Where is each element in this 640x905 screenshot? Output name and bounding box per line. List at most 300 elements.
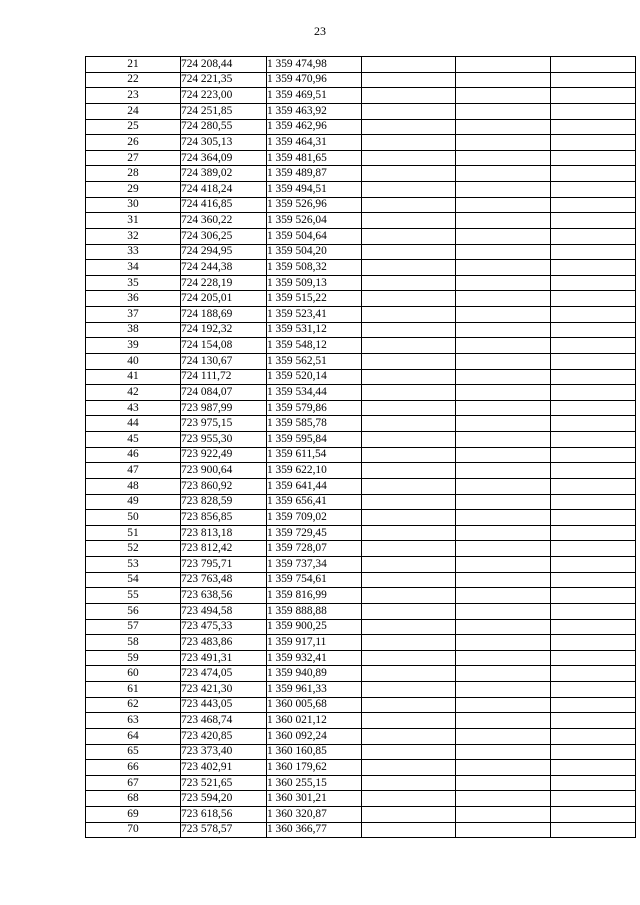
- empty-cell: [551, 244, 636, 260]
- empty-cell: [456, 603, 551, 619]
- empty-cell: [456, 244, 551, 260]
- empty-cell: [456, 213, 551, 229]
- empty-cell: [551, 713, 636, 729]
- x-coordinate-cell: 724 205,01: [181, 291, 267, 307]
- x-coordinate-cell: 723 813,18: [181, 525, 267, 541]
- table-row: [86, 72, 636, 88]
- point-number-cell: 50: [86, 510, 181, 526]
- point-number-cell: 42: [86, 385, 181, 401]
- point-number-cell: 60: [86, 666, 181, 682]
- empty-cell: [551, 603, 636, 619]
- empty-cell: [362, 760, 456, 776]
- table-row: [86, 135, 636, 151]
- y-coordinate-cell: 1 359 562,51: [267, 353, 362, 369]
- y-coordinate-cell: 1 359 595,84: [267, 432, 362, 448]
- empty-cell: [551, 182, 636, 198]
- empty-cell: [362, 791, 456, 807]
- point-number-cell: 58: [86, 635, 181, 651]
- empty-cell: [456, 103, 551, 119]
- empty-cell: [551, 166, 636, 182]
- x-coordinate-cell: 723 402,91: [181, 760, 267, 776]
- empty-cell: [456, 666, 551, 682]
- x-coordinate-cell: 723 860,92: [181, 478, 267, 494]
- table-row: [86, 760, 636, 776]
- y-coordinate-cell: 1 359 534,44: [267, 385, 362, 401]
- table-row: [86, 775, 636, 791]
- empty-cell: [456, 72, 551, 88]
- point-number-cell: 34: [86, 260, 181, 276]
- table-row: [86, 650, 636, 666]
- x-coordinate-cell: 724 221,35: [181, 72, 267, 88]
- empty-cell: [362, 166, 456, 182]
- table-row: [86, 666, 636, 682]
- point-number-cell: 31: [86, 213, 181, 229]
- empty-cell: [362, 182, 456, 198]
- x-coordinate-cell: 723 420,85: [181, 728, 267, 744]
- empty-cell: [551, 588, 636, 604]
- empty-cell: [456, 775, 551, 791]
- point-number-cell: 30: [86, 197, 181, 213]
- empty-cell: [456, 338, 551, 354]
- table-row: [86, 275, 636, 291]
- table-row: [86, 244, 636, 260]
- point-number-cell: 61: [86, 682, 181, 698]
- empty-cell: [456, 432, 551, 448]
- y-coordinate-cell: 1 359 520,14: [267, 369, 362, 385]
- empty-cell: [362, 291, 456, 307]
- empty-cell: [456, 713, 551, 729]
- empty-cell: [456, 369, 551, 385]
- empty-cell: [362, 478, 456, 494]
- y-coordinate-cell: 1 360 021,12: [267, 713, 362, 729]
- page-number: 23: [314, 24, 326, 38]
- point-number-cell: 25: [86, 119, 181, 135]
- empty-cell: [551, 650, 636, 666]
- point-number-cell: 35: [86, 275, 181, 291]
- empty-cell: [362, 463, 456, 479]
- empty-cell: [362, 119, 456, 135]
- empty-cell: [362, 416, 456, 432]
- empty-cell: [551, 416, 636, 432]
- y-coordinate-cell: 1 359 579,86: [267, 400, 362, 416]
- y-coordinate-cell: 1 359 709,02: [267, 510, 362, 526]
- y-coordinate-cell: 1 359 463,92: [267, 103, 362, 119]
- empty-cell: [362, 307, 456, 323]
- empty-cell: [362, 57, 456, 73]
- point-number-cell: 28: [86, 166, 181, 182]
- table-row: [86, 525, 636, 541]
- y-coordinate-cell: 1 359 531,12: [267, 322, 362, 338]
- empty-cell: [551, 572, 636, 588]
- x-coordinate-cell: 723 638,56: [181, 588, 267, 604]
- x-coordinate-cell: 723 521,65: [181, 775, 267, 791]
- point-number-cell: 66: [86, 760, 181, 776]
- point-number-cell: 62: [86, 697, 181, 713]
- empty-cell: [362, 103, 456, 119]
- point-number-cell: 29: [86, 182, 181, 198]
- y-coordinate-cell: 1 359 656,41: [267, 494, 362, 510]
- table-row: [86, 588, 636, 604]
- table-row: [86, 228, 636, 244]
- empty-cell: [551, 385, 636, 401]
- empty-cell: [551, 291, 636, 307]
- table-row: [86, 353, 636, 369]
- empty-cell: [551, 619, 636, 635]
- point-number-cell: 48: [86, 478, 181, 494]
- point-number-cell: 68: [86, 791, 181, 807]
- empty-cell: [551, 338, 636, 354]
- empty-cell: [362, 728, 456, 744]
- x-coordinate-cell: 724 223,00: [181, 88, 267, 104]
- y-coordinate-cell: 1 359 548,12: [267, 338, 362, 354]
- y-coordinate-cell: 1 359 504,20: [267, 244, 362, 260]
- empty-cell: [456, 760, 551, 776]
- x-coordinate-cell: 724 228,19: [181, 275, 267, 291]
- empty-cell: [456, 807, 551, 823]
- point-number-cell: 22: [86, 72, 181, 88]
- empty-cell: [551, 478, 636, 494]
- x-coordinate-cell: 723 922,49: [181, 447, 267, 463]
- empty-cell: [456, 525, 551, 541]
- y-coordinate-cell: 1 359 464,31: [267, 135, 362, 151]
- y-coordinate-cell: 1 360 366,77: [267, 822, 362, 838]
- empty-cell: [456, 635, 551, 651]
- point-number-cell: 33: [86, 244, 181, 260]
- empty-cell: [456, 353, 551, 369]
- x-coordinate-cell: 723 594,20: [181, 791, 267, 807]
- table-row: [86, 494, 636, 510]
- x-coordinate-cell: 723 955,30: [181, 432, 267, 448]
- table-row: [86, 791, 636, 807]
- table-row: [86, 322, 636, 338]
- table-row: [86, 744, 636, 760]
- empty-cell: [456, 400, 551, 416]
- empty-cell: [362, 807, 456, 823]
- x-coordinate-cell: 723 421,30: [181, 682, 267, 698]
- x-coordinate-cell: 724 192,32: [181, 322, 267, 338]
- empty-cell: [362, 197, 456, 213]
- empty-cell: [362, 338, 456, 354]
- x-coordinate-cell: 723 795,71: [181, 557, 267, 573]
- point-number-cell: 36: [86, 291, 181, 307]
- y-coordinate-cell: 1 360 320,87: [267, 807, 362, 823]
- y-coordinate-cell: 1 359 474,98: [267, 57, 362, 73]
- empty-cell: [551, 400, 636, 416]
- table-row: [86, 400, 636, 416]
- y-coordinate-cell: 1 359 737,34: [267, 557, 362, 573]
- empty-cell: [362, 135, 456, 151]
- empty-cell: [551, 744, 636, 760]
- point-number-cell: 70: [86, 822, 181, 838]
- empty-cell: [362, 447, 456, 463]
- empty-cell: [362, 244, 456, 260]
- empty-cell: [551, 697, 636, 713]
- x-coordinate-cell: 723 828,59: [181, 494, 267, 510]
- x-coordinate-cell: 724 244,38: [181, 260, 267, 276]
- empty-cell: [551, 57, 636, 73]
- empty-cell: [551, 197, 636, 213]
- point-number-cell: 45: [86, 432, 181, 448]
- x-coordinate-cell: 723 443,05: [181, 697, 267, 713]
- empty-cell: [551, 635, 636, 651]
- point-number-cell: 67: [86, 775, 181, 791]
- x-coordinate-cell: 723 975,15: [181, 416, 267, 432]
- point-number-cell: 32: [86, 228, 181, 244]
- y-coordinate-cell: 1 359 523,41: [267, 307, 362, 323]
- coordinates-table: [85, 56, 636, 838]
- table-row: [86, 369, 636, 385]
- table-row: [86, 603, 636, 619]
- empty-cell: [362, 822, 456, 838]
- y-coordinate-cell: 1 360 160,85: [267, 744, 362, 760]
- empty-cell: [456, 588, 551, 604]
- empty-cell: [456, 119, 551, 135]
- table-row: [86, 557, 636, 573]
- empty-cell: [551, 353, 636, 369]
- point-number-cell: 41: [86, 369, 181, 385]
- y-coordinate-cell: 1 359 940,89: [267, 666, 362, 682]
- point-number-cell: 39: [86, 338, 181, 354]
- empty-cell: [362, 275, 456, 291]
- y-coordinate-cell: 1 359 515,22: [267, 291, 362, 307]
- empty-cell: [362, 619, 456, 635]
- empty-cell: [551, 72, 636, 88]
- empty-cell: [456, 572, 551, 588]
- x-coordinate-cell: 724 111,72: [181, 369, 267, 385]
- empty-cell: [362, 228, 456, 244]
- point-number-cell: 38: [86, 322, 181, 338]
- table-row: [86, 432, 636, 448]
- y-coordinate-cell: 1 359 611,54: [267, 447, 362, 463]
- empty-cell: [456, 791, 551, 807]
- x-coordinate-cell: 724 130,67: [181, 353, 267, 369]
- coordinates-table-body: [86, 57, 636, 838]
- x-coordinate-cell: 724 251,85: [181, 103, 267, 119]
- empty-cell: [362, 572, 456, 588]
- y-coordinate-cell: 1 360 005,68: [267, 697, 362, 713]
- y-coordinate-cell: 1 360 092,24: [267, 728, 362, 744]
- point-number-cell: 43: [86, 400, 181, 416]
- empty-cell: [456, 416, 551, 432]
- table-row: [86, 150, 636, 166]
- table-row: [86, 447, 636, 463]
- y-coordinate-cell: 1 359 469,51: [267, 88, 362, 104]
- empty-cell: [362, 525, 456, 541]
- empty-cell: [456, 744, 551, 760]
- empty-cell: [551, 682, 636, 698]
- x-coordinate-cell: 724 294,95: [181, 244, 267, 260]
- table-row: [86, 197, 636, 213]
- empty-cell: [362, 557, 456, 573]
- point-number-cell: 26: [86, 135, 181, 151]
- empty-cell: [551, 322, 636, 338]
- table-row: [86, 572, 636, 588]
- y-coordinate-cell: 1 359 622,10: [267, 463, 362, 479]
- empty-cell: [551, 494, 636, 510]
- empty-cell: [362, 666, 456, 682]
- empty-cell: [551, 447, 636, 463]
- empty-cell: [456, 182, 551, 198]
- empty-cell: [551, 369, 636, 385]
- empty-cell: [551, 557, 636, 573]
- point-number-cell: 21: [86, 57, 181, 73]
- empty-cell: [456, 57, 551, 73]
- empty-cell: [456, 135, 551, 151]
- empty-cell: [456, 478, 551, 494]
- empty-cell: [551, 807, 636, 823]
- point-number-cell: 52: [86, 541, 181, 557]
- point-number-cell: 59: [86, 650, 181, 666]
- table-row: [86, 697, 636, 713]
- x-coordinate-cell: 723 856,85: [181, 510, 267, 526]
- empty-cell: [362, 744, 456, 760]
- x-coordinate-cell: 724 305,13: [181, 135, 267, 151]
- empty-cell: [551, 103, 636, 119]
- y-coordinate-cell: 1 359 470,96: [267, 72, 362, 88]
- x-coordinate-cell: 723 578,57: [181, 822, 267, 838]
- x-coordinate-cell: 723 491,31: [181, 650, 267, 666]
- y-coordinate-cell: 1 360 301,21: [267, 791, 362, 807]
- y-coordinate-cell: 1 359 509,13: [267, 275, 362, 291]
- y-coordinate-cell: 1 359 489,87: [267, 166, 362, 182]
- y-coordinate-cell: 1 359 754,61: [267, 572, 362, 588]
- x-coordinate-cell: 723 468,74: [181, 713, 267, 729]
- empty-cell: [456, 494, 551, 510]
- empty-cell: [551, 775, 636, 791]
- empty-cell: [551, 728, 636, 744]
- empty-cell: [456, 275, 551, 291]
- x-coordinate-cell: 723 483,86: [181, 635, 267, 651]
- table-row: [86, 728, 636, 744]
- table-row: [86, 260, 636, 276]
- empty-cell: [362, 260, 456, 276]
- y-coordinate-cell: 1 359 641,44: [267, 478, 362, 494]
- x-coordinate-cell: 724 389,02: [181, 166, 267, 182]
- empty-cell: [551, 275, 636, 291]
- empty-cell: [362, 432, 456, 448]
- y-coordinate-cell: 1 359 932,41: [267, 650, 362, 666]
- empty-cell: [362, 213, 456, 229]
- empty-cell: [362, 150, 456, 166]
- point-number-cell: 37: [86, 307, 181, 323]
- x-coordinate-cell: 723 812,42: [181, 541, 267, 557]
- x-coordinate-cell: 724 364,09: [181, 150, 267, 166]
- empty-cell: [362, 385, 456, 401]
- point-number-cell: 54: [86, 572, 181, 588]
- point-number-cell: 44: [86, 416, 181, 432]
- y-coordinate-cell: 1 359 462,96: [267, 119, 362, 135]
- table-row: [86, 541, 636, 557]
- point-number-cell: 55: [86, 588, 181, 604]
- y-coordinate-cell: 1 359 526,96: [267, 197, 362, 213]
- point-number-cell: 69: [86, 807, 181, 823]
- empty-cell: [456, 150, 551, 166]
- x-coordinate-cell: 723 987,99: [181, 400, 267, 416]
- x-coordinate-cell: 724 416,85: [181, 197, 267, 213]
- y-coordinate-cell: 1 359 728,07: [267, 541, 362, 557]
- point-number-cell: 40: [86, 353, 181, 369]
- y-coordinate-cell: 1 359 481,65: [267, 150, 362, 166]
- table-row: [86, 682, 636, 698]
- y-coordinate-cell: 1 359 526,04: [267, 213, 362, 229]
- x-coordinate-cell: 724 154,08: [181, 338, 267, 354]
- y-coordinate-cell: 1 359 729,45: [267, 525, 362, 541]
- empty-cell: [362, 541, 456, 557]
- point-number-cell: 23: [86, 88, 181, 104]
- table-row: [86, 807, 636, 823]
- y-coordinate-cell: 1 360 255,15: [267, 775, 362, 791]
- empty-cell: [551, 432, 636, 448]
- empty-cell: [362, 369, 456, 385]
- empty-cell: [362, 603, 456, 619]
- point-number-cell: 57: [86, 619, 181, 635]
- point-number-cell: 65: [86, 744, 181, 760]
- y-coordinate-cell: 1 359 917,11: [267, 635, 362, 651]
- table-row: [86, 166, 636, 182]
- empty-cell: [362, 322, 456, 338]
- point-number-cell: 56: [86, 603, 181, 619]
- table-row: [86, 713, 636, 729]
- table-row: [86, 103, 636, 119]
- x-coordinate-cell: 724 418,24: [181, 182, 267, 198]
- y-coordinate-cell: 1 360 179,62: [267, 760, 362, 776]
- table-row: [86, 57, 636, 73]
- empty-cell: [551, 760, 636, 776]
- empty-cell: [551, 213, 636, 229]
- empty-cell: [551, 135, 636, 151]
- empty-cell: [456, 650, 551, 666]
- empty-cell: [362, 635, 456, 651]
- table-row: [86, 119, 636, 135]
- table-row: [86, 822, 636, 838]
- table-row: [86, 416, 636, 432]
- empty-cell: [362, 588, 456, 604]
- point-number-cell: 63: [86, 713, 181, 729]
- empty-cell: [456, 682, 551, 698]
- empty-cell: [456, 510, 551, 526]
- x-coordinate-cell: 723 474,05: [181, 666, 267, 682]
- empty-cell: [551, 822, 636, 838]
- empty-cell: [362, 775, 456, 791]
- empty-cell: [362, 494, 456, 510]
- x-coordinate-cell: 724 208,44: [181, 57, 267, 73]
- point-number-cell: 64: [86, 728, 181, 744]
- empty-cell: [456, 728, 551, 744]
- x-coordinate-cell: 723 373,40: [181, 744, 267, 760]
- empty-cell: [362, 682, 456, 698]
- empty-cell: [551, 510, 636, 526]
- point-number-cell: 24: [86, 103, 181, 119]
- empty-cell: [362, 353, 456, 369]
- x-coordinate-cell: 723 475,33: [181, 619, 267, 635]
- empty-cell: [456, 307, 551, 323]
- empty-cell: [551, 228, 636, 244]
- x-coordinate-cell: 724 084,07: [181, 385, 267, 401]
- empty-cell: [362, 88, 456, 104]
- empty-cell: [362, 510, 456, 526]
- empty-cell: [362, 697, 456, 713]
- empty-cell: [362, 72, 456, 88]
- empty-cell: [456, 557, 551, 573]
- y-coordinate-cell: 1 359 494,51: [267, 182, 362, 198]
- empty-cell: [456, 697, 551, 713]
- y-coordinate-cell: 1 359 900,25: [267, 619, 362, 635]
- empty-cell: [362, 713, 456, 729]
- x-coordinate-cell: 723 494,58: [181, 603, 267, 619]
- empty-cell: [456, 322, 551, 338]
- empty-cell: [362, 400, 456, 416]
- point-number-cell: 51: [86, 525, 181, 541]
